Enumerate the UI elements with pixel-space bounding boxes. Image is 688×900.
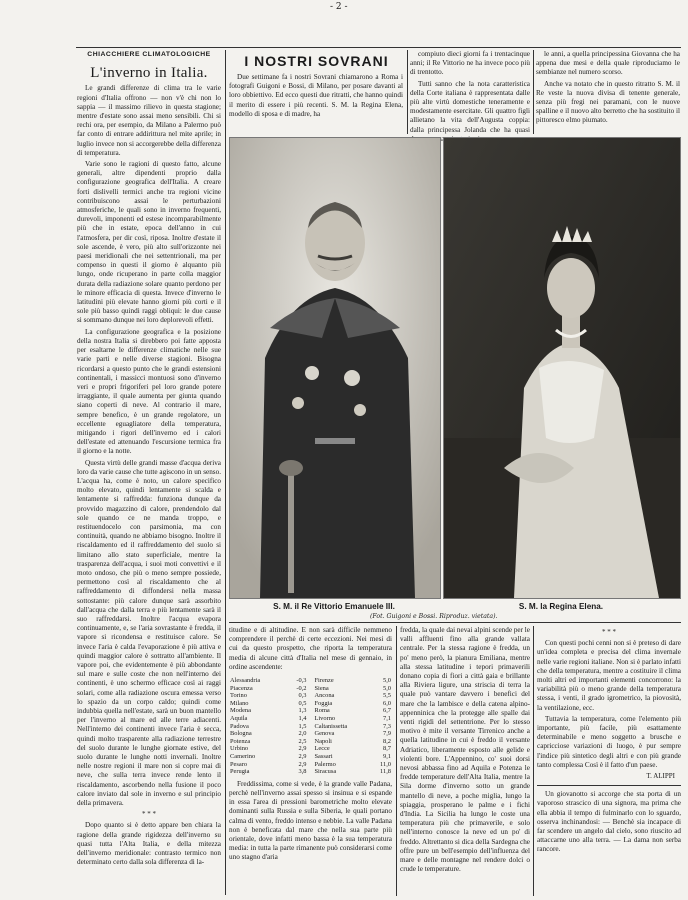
column-rule [407, 50, 408, 134]
temperature-value: 3,8 [298, 768, 307, 776]
temperature-row [229, 700, 308, 708]
city-name: Milano [230, 699, 249, 707]
article-paragraph: compiuto dieci giorni fa i trentacinque anni; il Re Vittorio ne ha invece poco più di trentotto. [410, 50, 530, 77]
temperature-row [229, 677, 308, 685]
city-name: Potenza [230, 737, 251, 745]
city-name: Siracusa [314, 768, 337, 776]
temperature-value: 2,0 [298, 730, 307, 738]
temperature-value: 5,0 [383, 684, 391, 692]
temperature-row [229, 745, 308, 753]
city-name: Perugia [230, 768, 250, 776]
city-name: Foggia [314, 699, 333, 707]
city-name: Torino [230, 692, 247, 700]
city-name: Padova [230, 722, 249, 730]
city-name: Sassari [314, 752, 333, 760]
article-kicker: CHIACCHIERE CLIMATOLOGICHE [87, 51, 211, 58]
temperature-value: 7,3 [383, 722, 391, 730]
inverno-conclusion [537, 626, 681, 896]
article-paragraph: Con questi pochi cenni non si è preteso di dare un'idea completa e precisa del clima invernale nelle varie regioni italiane. Non si è parlato infatti che della temperatura, mentre a costituire il clima molti altri ed importanti elementi concorrono: la variabilità più o meno grande della temperatura stessa, i venti, il grado igrometrico, la piovosità, la ventilazione, ecc. [537, 639, 681, 712]
temperature-value: 1,3 [298, 707, 307, 715]
section-divider: * * * [602, 628, 616, 636]
article-paragraph: Dopo quanto si è detto appare ben chiara la ragione della grande rigidezza dell'inverno su quasi tutta l'Alta Italia, e della mitezza dell'inverno meridionale: contrasto termico non determinato certo dalla sola differenza di la- [77, 821, 221, 867]
city-name: Bologna [230, 730, 252, 738]
city-name: Camerino [230, 752, 256, 760]
city-name: Modena [230, 707, 251, 715]
column-rule [396, 626, 397, 896]
city-name: Palermo [314, 760, 336, 768]
temperature-row [314, 768, 393, 776]
city-name: Pesaro [230, 760, 248, 768]
sovrani-text-2 [410, 50, 530, 134]
city-name: Siena [314, 684, 329, 692]
temperature-value: 9,1 [383, 752, 391, 760]
temperature-row [229, 685, 308, 693]
city-name: Aquila [230, 714, 248, 722]
temperature-value: 0,5 [298, 699, 307, 707]
temperature-row [229, 730, 308, 738]
temperature-value: 2,5 [298, 737, 307, 745]
temperature-value: 5,0 [383, 677, 391, 685]
header-rule [76, 47, 681, 48]
article-paragraph: Varie sono le ragioni di questo fatto, alcune generali, altre dipendenti proprio dalla configurazione geografica dell'Italia. A creare forti dislivelli termici anche tra regioni vicine contribuiscono assai le perturbazioni atmosferiche, le quali sono in inverno frequenti, durevoli, imponenti ed estese incomparabilmente più che in estate, epoca dell'anno in cui l'atmosfera, per dir così, riposa. Inoltre d'estate il sole ascende, è vero, più alto sull'orizzonte nei paesi meridionali che nei settentrionali, ma per compenso in questi il giorno è alquanto più lungo, onde ricuperano in parte colla maggior durata della radiazione solare quanto perdono per le minore efficacia di questa. Invece d'inverno le latitudini più elevate hanno giorni più corti e il sole più basso quindi raggi obliqui: le due cause si sommano dunque nei loro deplorevoli effetti. [77, 160, 221, 325]
king-caption: S. M. il Re Vittorio Emanuele III. [273, 602, 395, 611]
city-name: Alessandria [230, 677, 261, 685]
article-paragraph: Tuttavia la temperatura, come l'elemento più importante, più facile, più esattamente determinabile e meno soggetto a brusche e capricciose variazioni di luogo, è pur sempre l'indice più sintetico degli altri e con più grande tanto complessa Così è il fatto d'un paese. [537, 714, 681, 769]
sovrani-text-3 [536, 50, 680, 134]
temperature-value: 1,4 [298, 714, 307, 722]
temperature-row [229, 738, 308, 746]
temperature-row [314, 685, 393, 693]
queen-portrait [443, 137, 681, 599]
author-signature: T. ALIPPI [646, 772, 675, 781]
article-paragraph: titudine e di altitudine. E non sarà difficile nemmeno comprendere il perchè di certe eccezioni. Nei mesi di cui da questo prospetto, che riporta la temperatura media di alcune città d'Italia nel mese di gennaio, in ordine ascendente: [229, 626, 392, 671]
king-portrait [229, 137, 441, 599]
temperature-row [229, 768, 308, 776]
temperature-row [314, 738, 393, 746]
city-name: Lecce [314, 745, 330, 753]
temperature-value: 2,9 [298, 745, 307, 753]
article-paragraph: Questa virtù delle grandi masse d'acqua deriva loro da varie cause che tutte agiscono in un senso. L'acqua ha, come è noto, un calore specifico molto elevato, quindi lentamente si scalda e lentamente si raffredda: funziona dunque da provvido magazzino di calore, prendendolo dal sole quando ce ne manda troppo, e restituendocelo con parsimonia, ma con continuità, quando ne abbiamo bisogno. Inoltre il riscaldamento ed il raffreddamento del suolo si limitano allo stato superficiale, mentre la trasparenza dell'acqua, i suoi moti convettivi e il moto ondoso, che più o meno sempre possiede, permettono così al riscaldamento che al raffreddamento di diffondersi nella massa sottostante: più calore dunque sarà assorbito dall'acqua che dalla terra e più lentamente sarà il suo raffreddarsi. Inoltre l'acqua evapora continuamente, e, se l'aria sovrastante è fredda, il vapore si ricondensa e restituisce calore. Se invece l'aria è calda l'evaporazione è più attiva e quindi maggior calore è sottratto all'ambiente. Il vapore poi, che evidentemente è più abbondante sul mare e sulle coste che non nell'interno dei continenti, è uno schermo efficace così ai raggi solari, come alla radiazione oscura emessa verso lo spazio da un corpo caldo; quindi come indubbia quella nell'estate, sarà un buon mantello per l'inverno al mare ed alle terre adiacenti. Nell'interno dei continenti invece l'aria è secca, quindi molto trasparente alla radiazione terrestre del suolo durante le lunghe giornate estive, del suolo durante le lunghe notti invernali. Inoltre nelle nostre regioni il mare non si copre mai di neve, che sulla terra invece rende lento il riscaldamento, ascorbendo nella fusione il poco calore inviato dal sole in inverno e sul principio della primavera. [77, 458, 221, 808]
temperature-row [229, 723, 308, 731]
inverno-continuation-2 [400, 626, 530, 896]
temperature-row [229, 715, 308, 723]
anecdote: Un giovanotto si accorge che sta porta di un vaporoso strascico di una signora, ma prima che ella abbia il tempo di fulminarlo con lo sguardo, osserva inchinandosi: — Benchè sia incapace di far scendere un angelo dal cielo, sono riuscito ad attaccarne uno alla terra. — La dama non serba rancore. [537, 790, 681, 854]
temperature-row [314, 723, 393, 731]
temperature-value: 2,9 [298, 760, 307, 768]
temperature-row [314, 730, 393, 738]
temperature-value: 6,0 [383, 699, 391, 707]
temperature-value: 7,9 [383, 730, 391, 738]
temperature-value: 8,7 [383, 745, 391, 753]
king-portrait-illustration [230, 138, 440, 598]
article-paragraph: La configurazione geografica e la posizione della nostra Italia si direbbero poi fatte apposta per esaltarne le differenze climatiche nelle sue varie parti e nelle diverse stagioni. Bisogna ricordarsi a questo punto che le grandi estensioni continentali, i massicci montuosi sono d'inverno veri e propri frigoriferi pel loro grande potere irraggiante, il quale aumenta per giunta quando siano coperti di neve. Al contrario il mare, sempre benefico, è un grande regolatore, un eccellente eguagliatore della temperatura, mitigando i rigori dell'inverno ed i calori dell'estate ed attenuando l'escursione termica fra il giorno e la notte. [77, 327, 221, 456]
temperature-row [314, 700, 393, 708]
temperature-value: 2,9 [298, 752, 307, 760]
article-paragraph: le anni, a quella principessina Giovanna che ha appena due mesi e della quale riproduciamo le sembianze nel numero scorso. [536, 50, 680, 77]
sovrani-intro [229, 73, 403, 133]
section-rule [537, 785, 681, 786]
temperature-row [314, 715, 393, 723]
sovrani-banner: I NOSTRI SOVRANI [244, 53, 389, 69]
article-paragraph: Tutti sanno che la nota caratteristica della Corte italiana è rappresentata dalle più alte virtù domestiche teneramente e modestamente esercitate. Gli quattro figli allietano la vita dell'Augusta coppia: dalla principessa Jolanda che ha quasi [410, 79, 530, 134]
city-name: Piacenza [230, 684, 253, 692]
temperature-row [314, 761, 393, 769]
temperature-value: 0,3 [298, 692, 307, 700]
section-rule [229, 622, 681, 623]
temperature-value: 8,2 [383, 737, 391, 745]
temperature-value: 11,8 [380, 768, 391, 776]
temperature-row [314, 707, 393, 715]
temperature-row [229, 707, 308, 715]
article-paragraph: Freddissima, come si vede, è la grande valle Padana, perchè nell'inverno assai spesso si insinua e si espande in essa l'area di pressioni barometriche molto elevate dominanti sulla Russia e sulla Siberia, le quali portano calma di vento, freddo intenso e nebbie. La valle Padana non è beneficata dal mare che nella sua parte più orientale, dove infatti meno bassa è la sua temperatura media: in tutta la parte rimanente può considerarsi come uno stagno d'aria [229, 779, 392, 862]
inverno-continuation [229, 626, 392, 896]
city-name: Roma [314, 707, 330, 715]
city-name: Firenze [314, 677, 334, 685]
page-number: - 2 - [330, 2, 348, 12]
temperature-value: 7,1 [383, 714, 391, 722]
temperature-row [314, 745, 393, 753]
photo-credit: (Fot. Guigoni e Bossi. Riproduz. vietata). [370, 613, 498, 620]
city-name: Ancona [314, 692, 335, 700]
city-name: Livorno [314, 714, 336, 722]
article-inverno [77, 50, 221, 895]
temperature-value: 6,7 [383, 707, 391, 715]
temperature-row [314, 677, 393, 685]
temperature-row [229, 761, 308, 769]
temperature-table-right [314, 677, 393, 776]
city-name: Napoli [314, 737, 332, 745]
article-paragraph: Due settimane fa i nostri Sovrani chiamarono a Roma i fotografi Guigoni e Bossi, di Milano, per posare davanti al loro obbiettivo. Ed ecco questi due ritratti, che hanno quindi il merito di essere i più recenti. S. M. la Regina Elena, modello di sposa e di madre, ha [229, 73, 403, 118]
temperature-table [229, 674, 392, 780]
temperature-value: -0,3 [296, 677, 307, 685]
article-paragraph: Le grandi differenze di clima tra le varie regioni d'Italia offrono — non v'è chi non lo sappia — il massimo rilievo in questa stagione; mentre d'estate sono assai meno sensibili. Chi si rechi ora, per esempio, da Milano a Palermo può far conto di entrare addirittura nel mite aprile; in luglio invece non si accorgerebbe della differenza di temperatura. [77, 84, 221, 157]
section-divider: * * * [142, 810, 156, 819]
queen-portrait-illustration [444, 138, 680, 598]
temperature-row [314, 753, 393, 761]
temperature-value: -0,2 [296, 684, 307, 692]
temperature-row [229, 753, 308, 761]
queen-caption: S. M. la Regina Elena. [518, 602, 604, 611]
temperature-value: 1,5 [298, 722, 307, 730]
column-rule [533, 626, 534, 896]
city-name: Genova [314, 730, 335, 738]
temperature-row [229, 692, 308, 700]
article-paragraph: Anche va notato che in questo ritratto S. M. il Re veste la nuova divisa di tenente generale, senza più fregi nei paramani, con le nuove spalline e il nuovo alto berretto che ha sostituito il pittoresco elmo piumato. [536, 79, 680, 125]
temperature-value: 5,5 [383, 692, 391, 700]
column-rule [225, 50, 226, 895]
temperature-row [314, 692, 393, 700]
article-paragraph: fredda, la quale dai nevai alpini scende per le valli affluenti fino alla grande vallata centrale. Per la stessa ragione è fredda, un po' meno però, la pianura Emiliana, mentre alla stessa latitudine i tepori primaverili donano copia di fiori a città gaia e brillante alla Riviera ligure, una striscia di terra la quale può vantare davvero i benefici del mare che la lambisce e della catena alpino-appenninica che la protegge alle spalle dai venti rigidi del settentrione. Per lo stesso motivo è mite il versante Tirrenico anche a quella latitudine in cui è freddo il versante Adriatico, liberamente esposto alle gelide e violenti bore. L'Appennino, co' suoi dorsi nevosi abbassa fino ad Aquila e Potenza le fredde temperature dell'Alta Italia, mentre la Sila dorme d'inverno sotto un grande mantello di neve, a poche miglia, lungo la spiaggia, prosperano le palme e i fichi d'India. La Sicilia ha lungo le coste una temperatura più che primaverile, e solo nell'interno conosce la neve ed un po' di freddo. Altrettanto si dica della Sardegna che offre pure un bell'esempio dell'influenza del mare e delle montagne nel rendere dolci o crude le temperature. [400, 626, 530, 874]
city-name: Caltanissetta [314, 722, 348, 730]
temperature-value: 11,0 [380, 760, 391, 768]
city-name: Urbino [230, 745, 249, 753]
article-headline: L'inverno in Italia. [90, 65, 208, 82]
column-rule [533, 50, 534, 134]
temperature-table-left [229, 677, 308, 776]
